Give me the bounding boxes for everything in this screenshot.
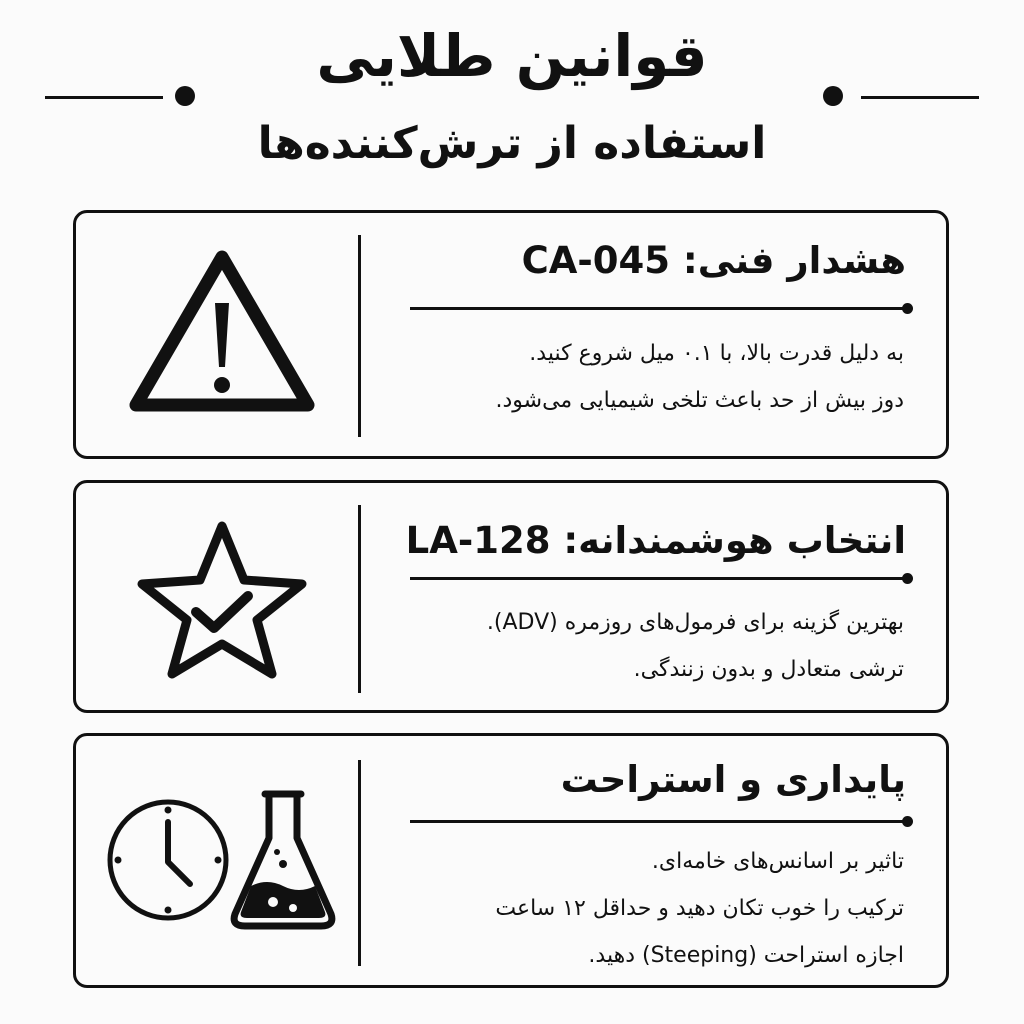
card-line: ترکیب را خوب تکان دهید و حداقل ۱۲ ساعت <box>495 896 904 921</box>
card-body <box>384 330 904 424</box>
card-technical-warning <box>73 210 949 459</box>
card-line: تاثیر بر اسانس‌های خامه‌ای. <box>651 849 904 874</box>
card-stability-and-steeping <box>73 733 949 988</box>
card-heading: پایداری و استراحت <box>560 758 906 801</box>
heading-underline <box>410 307 906 310</box>
card-divider <box>358 505 361 693</box>
right-decorative-dot <box>823 86 843 106</box>
card-body <box>384 599 904 693</box>
heading-underline <box>410 820 906 823</box>
warning-triangle-icon <box>124 245 320 415</box>
card-divider <box>358 235 361 437</box>
heading-underline-dot <box>902 573 913 584</box>
card-smart-choice <box>73 480 949 713</box>
page-title: قوانین طلایی <box>316 22 708 90</box>
card-heading: انتخاب هوشمندانه: LA-128 <box>405 519 906 562</box>
card-line: اجازه استراحت (Steeping) دهید. <box>588 943 904 968</box>
heading-underline-dot <box>902 303 913 314</box>
card-line: بهترین گزینه برای فرمول‌های روزمره (ADV). <box>486 610 904 635</box>
left-decorative-line <box>45 96 163 99</box>
left-decorative-dot <box>175 86 195 106</box>
card-heading: هشدار فنی: CA-045 <box>521 239 906 282</box>
heading-underline-dot <box>902 816 913 827</box>
clock-icon <box>104 796 232 924</box>
card-line: به دلیل قدرت بالا، با ۰.۱ میل شروع کنید. <box>529 341 904 366</box>
right-decorative-line <box>861 96 979 99</box>
heading-underline <box>410 577 906 580</box>
page-subtitle: استفاده از ترش‌کننده‌ها <box>257 118 767 169</box>
card-body <box>384 838 904 979</box>
card-divider <box>358 760 361 966</box>
card-line: دوز بیش از حد باعث تلخی شیمیایی می‌شود. <box>495 388 904 413</box>
star-check-icon <box>134 516 310 682</box>
flask-icon <box>227 788 339 934</box>
card-line: ترشی متعادل و بدون زنندگی. <box>633 657 904 682</box>
